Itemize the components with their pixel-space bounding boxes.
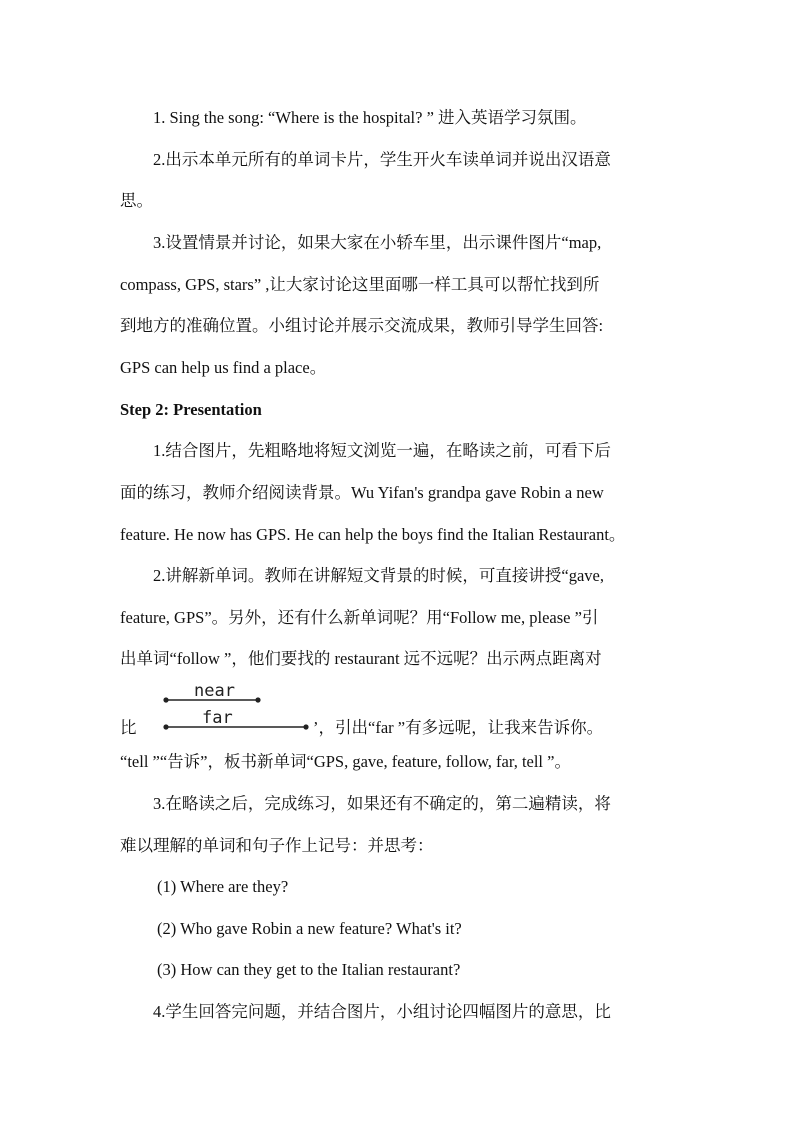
paragraph-line: 到地方的准确位置。小组讨论并展示交流成果，教师引导学生回答: bbox=[120, 316, 604, 335]
section-heading: Step 2: Presentation bbox=[120, 400, 262, 419]
diagram-right-text: ’，引出“far ”有多远呢，让我来告诉你。 bbox=[313, 718, 604, 737]
far-label: far bbox=[202, 708, 233, 728]
paragraph-line: 2.讲解新单词。教师在讲解短文背景的时候，可直接讲授“gave, bbox=[153, 566, 604, 585]
question-item: (3) How can they get to the Italian restaurant? bbox=[157, 960, 461, 979]
question-item: (1) Where are they? bbox=[157, 877, 289, 896]
paragraph-line: 出单词“follow ”，他们要找的 restaurant 远不远呢？出示两点距离对 bbox=[120, 649, 602, 668]
question-item: (2) Who gave Robin a new feature? What's it? bbox=[157, 919, 462, 938]
paragraph-line: 2.出示本单元所有的单词卡片，学生开火车读单词并说出汉语意 bbox=[153, 150, 611, 169]
diagram-left-text: 比 bbox=[120, 718, 137, 737]
near-label: near bbox=[194, 681, 235, 701]
paragraph-line: 思。 bbox=[120, 191, 153, 210]
paragraph-line: 难以理解的单词和句子作上记号：并思考： bbox=[120, 836, 434, 855]
paragraph-line: 面的练习，教师介绍阅读背景。Wu Yifan's grandpa gave Robin a new bbox=[120, 483, 604, 502]
paragraph-line: feature, GPS”。另外，还有什么新单词呢？用“Follow me, please ”引 bbox=[120, 608, 599, 627]
paragraph-line: feature. He now has GPS. He can help the boys find the Italian Restaurant。 bbox=[120, 525, 626, 544]
paragraph-line: 1.结合图片，先粗略地将短文浏览一遍，在略读之前，可看下后 bbox=[153, 441, 611, 460]
paragraph-line: compass, GPS, stars” ,让大家讨论这里面哪一样工具可以帮忙找到所 bbox=[120, 275, 600, 294]
paragraph-line: 3.在略读之后，完成练习，如果还有不确定的，第二遍精读，将 bbox=[153, 794, 611, 813]
paragraph-line: 4.学生回答完问题，并结合图片，小组讨论四幅图片的意思，比 bbox=[153, 1002, 611, 1021]
paragraph-line: 3.设置情景并讨论，如果大家在小轿车里，出示课件图片“map, bbox=[153, 233, 602, 252]
distance-lines bbox=[158, 680, 318, 735]
paragraph-line: 1. Sing the song: “Where is the hospital? ” 进入英语学习氛围。 bbox=[153, 108, 587, 127]
paragraph-line: “tell ”“告诉”，板书新单词“GPS, gave, feature, follow, far, tell ”。 bbox=[120, 752, 571, 771]
near-far-diagram bbox=[158, 680, 318, 735]
paragraph-line: GPS can help us find a place。 bbox=[120, 358, 327, 377]
